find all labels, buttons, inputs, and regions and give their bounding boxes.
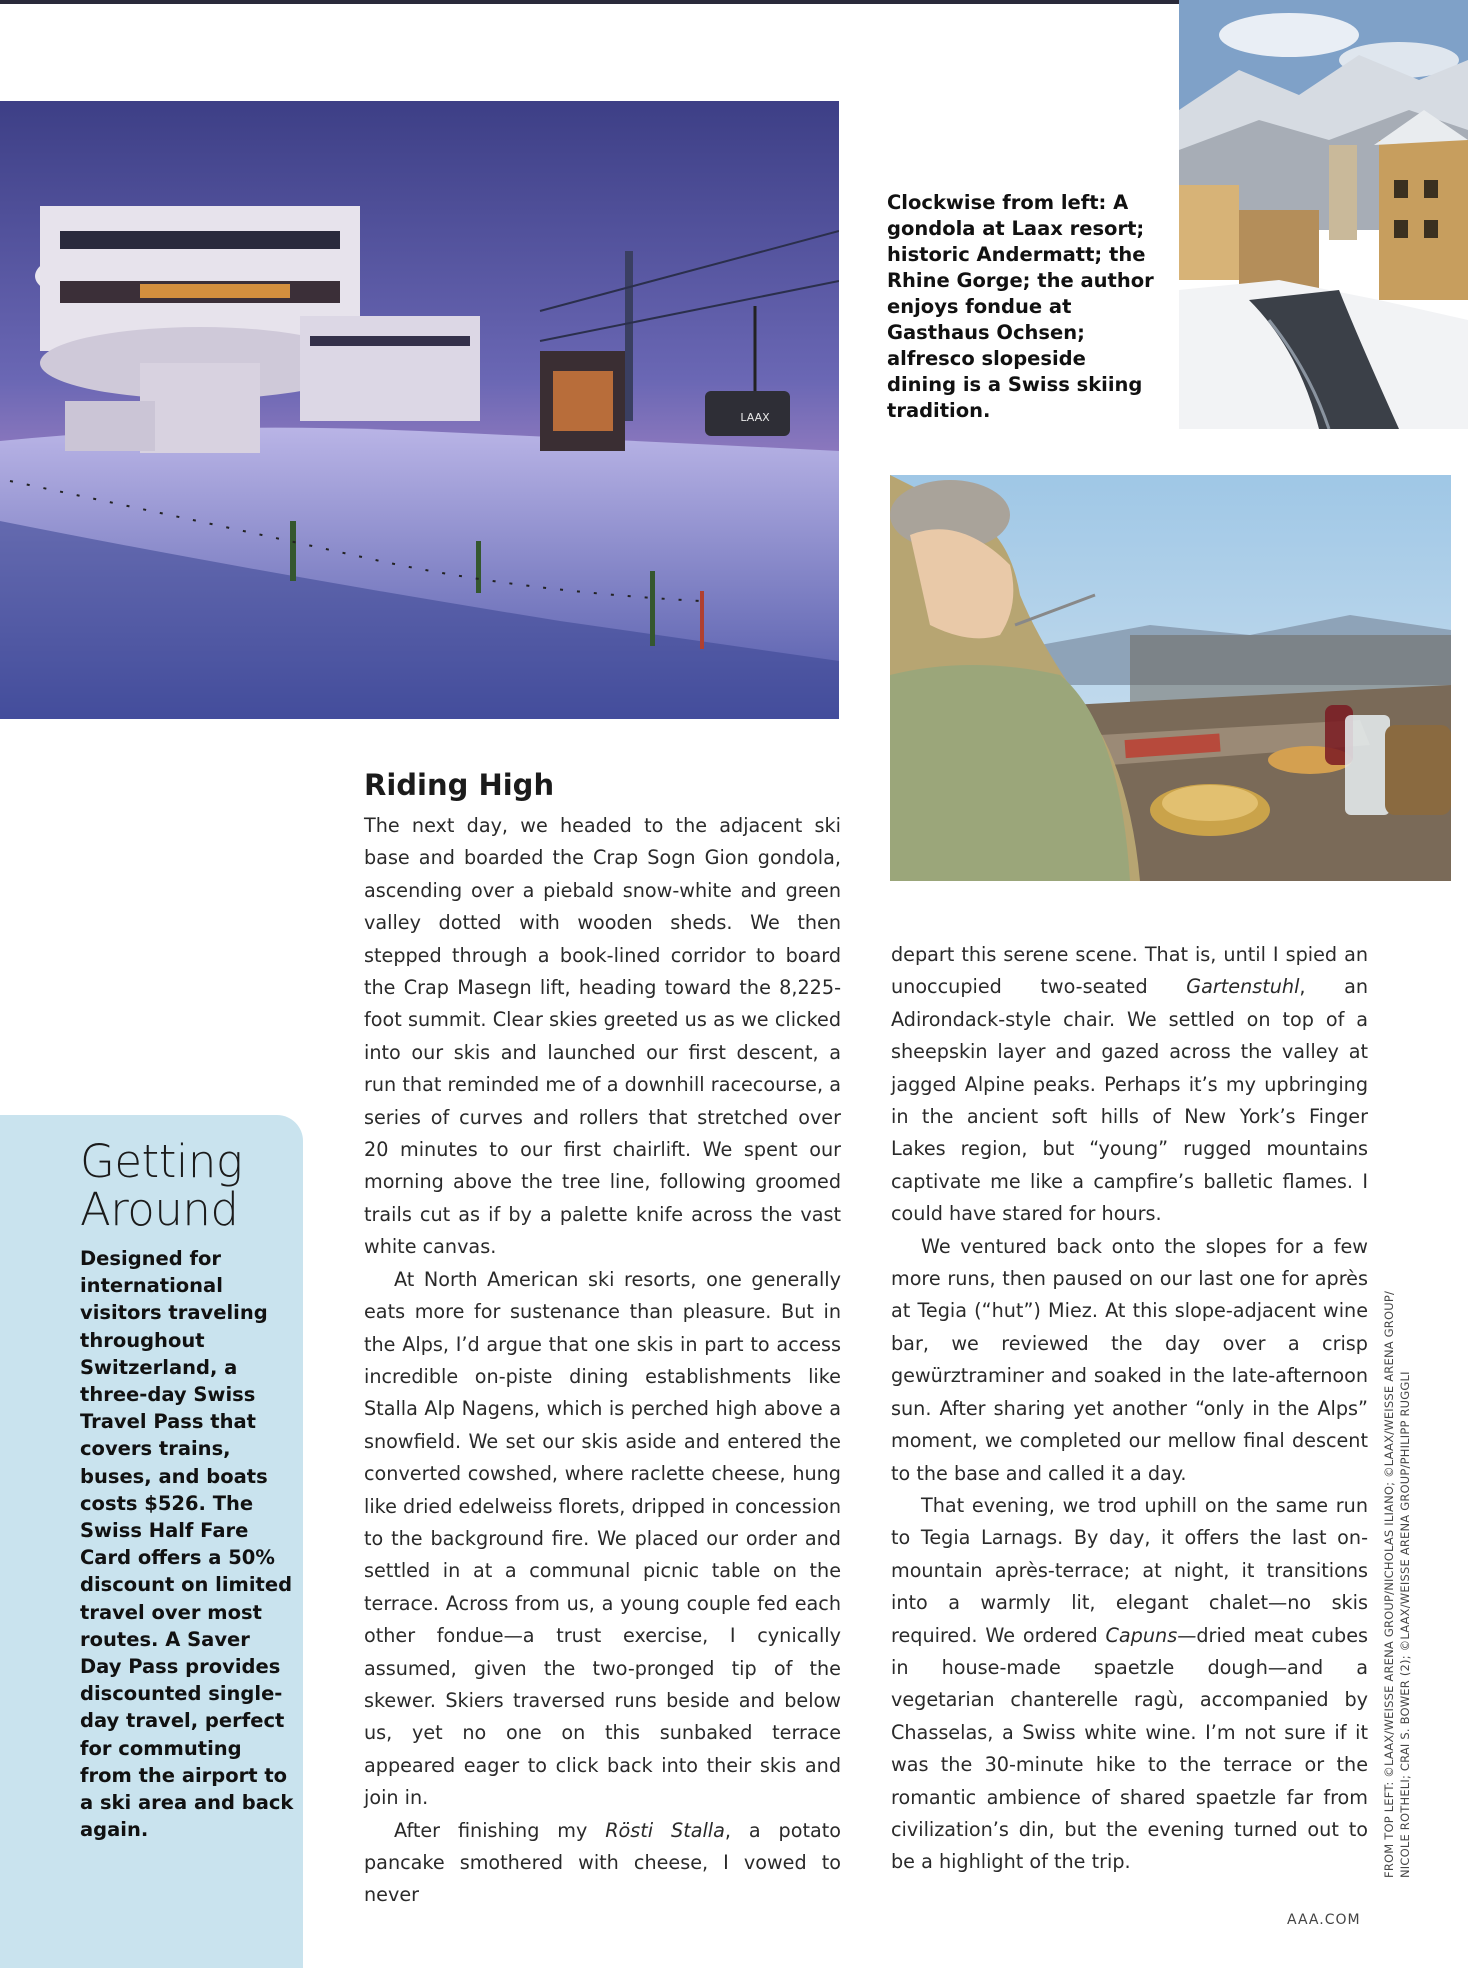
text-run: That evening, we trod uphill on the same run to Tegia Larnags. By day, it offers the last on-mountain après-terrace; at night, it transitions into a warmly lit, elegant chalet—no skis required. We ordered [891,1493,1368,1647]
gondola-cabin-label: LAAX [740,411,770,424]
text-run: After finishing my [394,1818,606,1842]
text-run: , a potato pancake smothered with cheese, I vowed to never [364,1818,842,1907]
foreign-term: Gartenstuhl [1186,975,1300,999]
andermatt-photo [1179,0,1468,429]
photo-caption: Clockwise from left: A gondola at Laax resort; historic Andermatt; the Rhine Gorge; the author enjoys fondue at Gasthaus Ochsen; alfresco slopeside dining is a Swiss skiing tradition. [887,191,1154,422]
paragraph [364,1815,841,1912]
sidebar-title-line2: Around [80,1183,239,1236]
photo-credit-line1: FROM TOP LEFT: ©LAAX/WEISSE ARENA GROUP/NICHOLAS ILIANO; ©LAAX/WEISSE ARENA GROUP/ [1382,1290,1396,1878]
paragraph [891,939,1368,1231]
photo-credit [1381,1178,1413,1878]
dish-name: Capuns [1105,1623,1178,1647]
article-headline: Riding High [364,768,555,802]
sidebar-title-line1: Getting [80,1135,243,1188]
paragraph: At North American ski resorts, one generally eats more for sustenance than pleasure. But in the Alps, I’d argue that one skis in part to access incredible on-piste dining establishments like Stalla Alp Nagens, which is perched high above a snowfield. We set our skis aside and entered the converted cowshed, where raclette cheese, hung like dried edelweiss florets, dripped in concession to the background fire. We placed our order and settled in at a communal picnic table on the terrace. Across from us, a young couple fed each other fondue—a trust exercise, I cynically assumed, given the two-pronged tip of the skewer. Skiers traversed runs beside and below us, yet no one on this sunbaked terrace appeared eager to click back into their skis and join in. [364,1267,841,1810]
article-column-1 [364,810,841,1912]
paragraph: The next day, we headed to the adjacent ski base and boarded the Crap Sogn Gion gondola, ascending over a piebald snow-white and green valley dotted with wooden sheds. We then stepped through a book-lined corridor to board the Crap Masegn lift, heading toward the 8,225-foot summit. Clear skies greeted us as we clicked into our skis and launched our first descent, a run that reminded me of a downhill racecourse, a series of curves and rollers that stretched over 20 minutes to our first chairlift. We spent our morning above the tree line, following groomed trails cut as if by a palette knife across the vast white canvas. [364,814,841,1259]
text-run: depart this serene scene. That is, until I spied an unoccupied two-seated [891,943,1368,999]
photo-credit-line2: NICOLE ROTHELI; CRAI S. BOWER (2); ©LAAX/WEISSE ARENA GROUP/PHILIPP RUGGLI [1398,1371,1412,1878]
sidebar-body: Designed for international visitors traveling throughout Switzerland, a three-day Swiss Travel Pass that covers trains, buses, and boats costs $526. The Swiss Half Fare Card offers a 50% discount on limited travel over most routes. A Saver Day Pass provides discounted single-day travel, perfect for commuting from the airport to a ski area and back again. [80,1247,294,1842]
gondola-photo [0,101,839,719]
terrace-dining-photo [890,475,1451,881]
dish-name: Rösti Stalla [605,1818,725,1842]
text-run: —dried meat cubes in house-made spaetzle dough—and a vegetarian chanterelle ragù, accompanied by Chasselas, a Swiss white wine. I’m not sure if it was the 30-minute hike to the terrace or the romantic ambience of shared spaetzle far from civilization’s din, but the evening turned out to be a highlight of the trip. [891,1623,1368,1874]
text-run: , an Adirondack-style chair. We settled on top of a sheepskin layer and gazed across the valley at jagged Alpine peaks. Perhaps it’s my upbringing in the ancient soft hills of New York’s Finger Lakes region, but “young” rugged mountains captivate me like a campfire’s balletic flames. I could have stared for hours. [891,975,1368,1226]
footer-url: AAA.COM [1287,1912,1361,1928]
paragraph: We ventured back onto the slopes for a few more runs, then paused on our last one for après at Tegia (“hut”) Miez. At this slope-adjacent wine bar, we reviewed the day over a crisp gewürztraminer and soaked in the late-afternoon sun. After sharing yet another “only in the Alps” moment, we completed our mellow final descent to the base and called it a day. [891,1234,1368,1485]
article-column-2 [891,939,1368,1879]
sidebar-title [80,1135,290,1236]
paragraph [891,1490,1368,1879]
